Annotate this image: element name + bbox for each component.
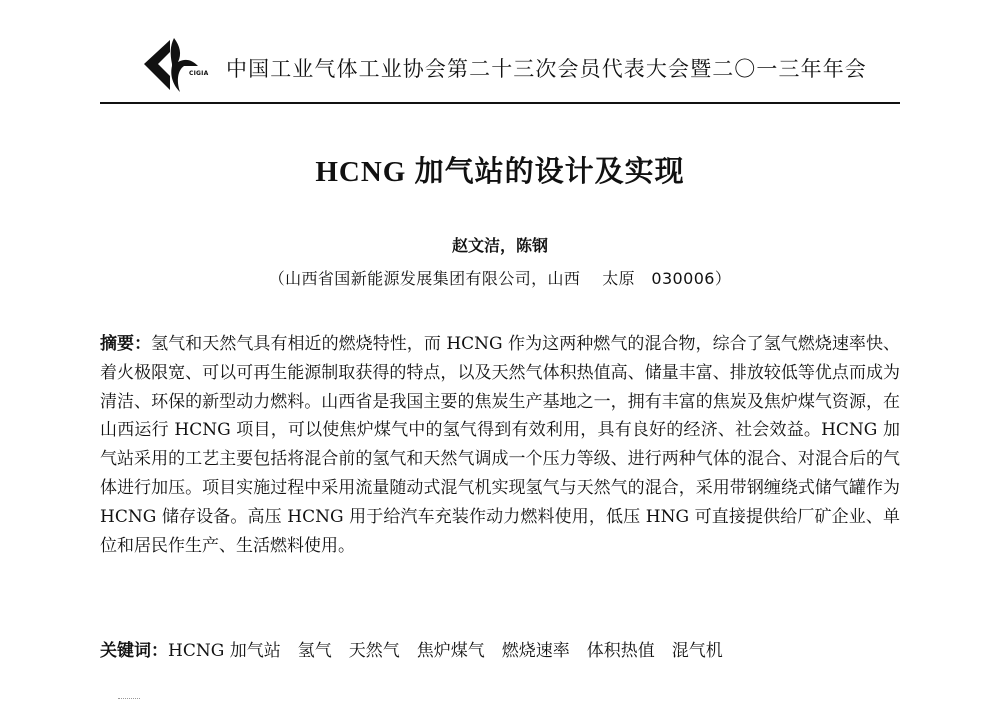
paper-title: HCNG 加气站的设计及实现 xyxy=(315,156,685,188)
keywords-label: 关键词： xyxy=(100,641,168,661)
conference-header xyxy=(140,36,900,100)
cigia-logo-icon xyxy=(140,36,220,94)
authors: 赵文洁，陈钢 xyxy=(451,236,548,255)
abstract-label: 摘要： xyxy=(100,334,152,354)
abstract xyxy=(100,330,900,560)
affiliation: （山西省国新能源发展集团有限公司，山西 太原 030006） xyxy=(268,269,732,288)
page-mark xyxy=(118,698,140,705)
keywords-text: HCNG 加气站 氢气 天然气 焦炉煤气 燃烧速率 体积热值 混气机 xyxy=(168,641,723,661)
abstract-text: 氢气和天然气具有相近的燃烧特性，而 HCNG 作为这两种燃气的混合物，综合了氢气燃烧速率快、着火极限宽、可以可再生能源制取获得的特点，以及天然气体积热值高、储量丰富、排放较低等优点而成为清洁、环保的新型动力燃料。山西省是我国主要的焦炭生产基地之一，拥有丰富的焦炭及焦炉煤气资源，在山西运行 HCNG 项目，可以使焦炉煤气中的氢气得到有效利用，具有良好的经济、社会效益。HCNG 加气站采用的工艺主要包括将混合前的氢气和天然气调成一个压力等级、进行两种气体的混合、对混合后的气体进行加压。项目实施过程中采用流量随动式混气机实现氢气与天然气的混合，采用带钢缠绕式储气罐作为 HCNG 储存设备。高压 HCNG 用于给汽车充装作动力燃料使用，低压 HNG 可直接提供给厂矿企业、单位和居民作生产、生活燃料使用。 xyxy=(100,334,901,556)
conference-title: 中国工业气体工业协会第二十三次会员代表大会暨二〇一三年年会 xyxy=(226,57,867,81)
header-divider xyxy=(100,102,900,104)
logo-text: CIGIA xyxy=(189,70,209,77)
keywords xyxy=(100,636,900,661)
